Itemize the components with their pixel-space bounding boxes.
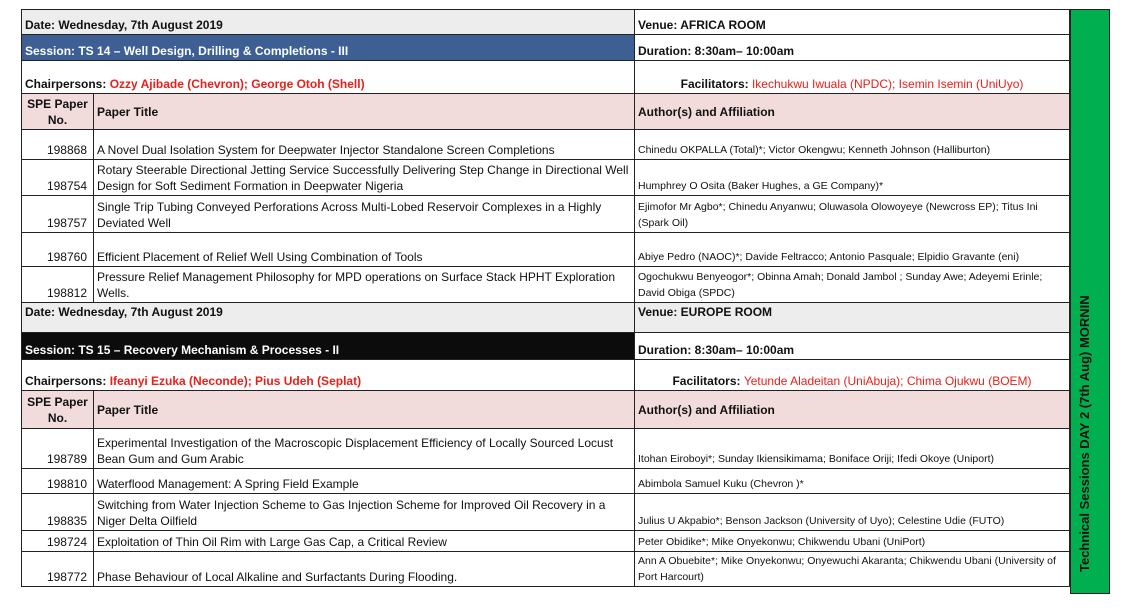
chair-row <box>22 61 1070 94</box>
paper-no: 198772 <box>22 552 94 587</box>
paper-authors: Peter Obidike*; Mike Onyekonwu; Chikwendu Ubani (UniPort) <box>635 531 1070 552</box>
chair-label: Chairpersons: <box>25 374 110 388</box>
program-table <box>21 9 1070 587</box>
paper-title: Exploitation of Thin Oil Rim with Large Gas Cap, a Critical Review <box>94 531 635 552</box>
side-label: Technical Sessions DAY 2 (7th Aug) MORNIN <box>1077 295 1092 572</box>
header-paper-title: Paper Title <box>94 391 635 429</box>
fac-names: Yetunde Aladeitan (UniAbuja); Chima Ojukwu (BOEM) <box>743 374 1032 388</box>
paper-no: 198754 <box>22 160 94 196</box>
table-row <box>22 531 1070 552</box>
paper-title: Switching from Water Injection Scheme to Gas Injection Scheme for Improved Oil Recovery in a Niger Delta Oilfield <box>94 494 635 531</box>
session-date: Date: Wednesday, 7th August 2019 <box>22 10 635 35</box>
header-author: Author(s) and Affiliation <box>635 391 1070 429</box>
paper-no: 198868 <box>22 130 94 160</box>
session-venue: Venue: AFRICA ROOM <box>635 10 1070 35</box>
table-row <box>22 130 1070 160</box>
paper-no: 198835 <box>22 494 94 531</box>
paper-authors: Abiye Pedro (NAOC)*; Davide Feltracco; Antonio Pasquale; Elpidio Gravante (eni) <box>635 233 1070 267</box>
session-date-row <box>22 10 1070 35</box>
fac-label: Facilitators: <box>672 374 744 388</box>
table-row <box>22 233 1070 267</box>
table-header-row <box>22 94 1070 130</box>
paper-title: Waterflood Management: A Spring Field Example <box>94 469 635 494</box>
header-paper-title: Paper Title <box>94 94 635 130</box>
fac-label: Facilitators: <box>680 77 752 91</box>
paper-authors: Ann A Obuebite*; Mike Onyekonwu; Onyewuchi Akaranta; Chikwendu Ubani (University of Port Harcourt) <box>635 552 1070 587</box>
header-author: Author(s) and Affiliation <box>635 94 1070 130</box>
session-date-row <box>22 303 1070 333</box>
table-row <box>22 267 1070 303</box>
paper-no: 198760 <box>22 233 94 267</box>
paper-title: A Novel Dual Isolation System for Deepwater Injector Standalone Screen Completions <box>94 130 635 160</box>
paper-title: Pressure Relief Management Philosophy for MPD operations on Surface Stack HPHT Exploration Wells. <box>94 267 635 303</box>
paper-authors: Abimbola Samuel Kuku (Chevron )* <box>635 469 1070 494</box>
table-row <box>22 469 1070 494</box>
paper-title: Single Trip Tubing Conveyed Perforations Across Multi-Lobed Reservoir Complexes in a Highly Deviated Well <box>94 196 635 233</box>
session-title-row <box>22 333 1070 360</box>
chairpersons-cell <box>22 61 635 94</box>
session-title-row <box>22 35 1070 61</box>
table-row <box>22 429 1070 469</box>
session-duration: Duration: 8:30am– 10:00am <box>635 333 1070 360</box>
paper-authors: Humphrey O Osita (Baker Hughes, a GE Company)* <box>635 160 1070 196</box>
chair-label: Chairpersons: <box>25 77 110 91</box>
facilitators-cell <box>635 360 1070 391</box>
session-title: Session: TS 15 – Recovery Mechanism & Processes - II <box>22 333 635 360</box>
session-date: Date: Wednesday, 7th August 2019 <box>22 303 635 333</box>
paper-authors: Julius U Akpabio*; Benson Jackson (University of Uyo); Celestine Udie (FUTO) <box>635 494 1070 531</box>
paper-no: 198724 <box>22 531 94 552</box>
paper-title: Experimental Investigation of the Macroscopic Displacement Efficiency of Locally Sourced Locust Bean Gum and Gum Arabic <box>94 429 635 469</box>
session-title: Session: TS 14 – Well Design, Drilling & Completions - III <box>22 35 635 61</box>
side-banner <box>1070 9 1110 594</box>
paper-title: Efficient Placement of Relief Well Using Combination of Tools <box>94 233 635 267</box>
chairpersons-cell <box>22 360 635 391</box>
session-duration: Duration: 8:30am– 10:00am <box>635 35 1070 61</box>
paper-authors: Chinedu OKPALLA (Total)*; Victor Okengwu; Kenneth Johnson (Halliburton) <box>635 130 1070 160</box>
paper-no: 198789 <box>22 429 94 469</box>
paper-no: 198757 <box>22 196 94 233</box>
table-row <box>22 160 1070 196</box>
chair-names: Ozzy Ajibade (Chevron); George Otoh (Shell) <box>109 77 365 91</box>
header-paper-no: SPE Paper No. <box>22 94 94 130</box>
table-header-row <box>22 391 1070 429</box>
paper-title: Phase Behaviour of Local Alkaline and Surfactants During Flooding. <box>94 552 635 587</box>
paper-no: 198810 <box>22 469 94 494</box>
paper-no: 198812 <box>22 267 94 303</box>
table-row <box>22 494 1070 531</box>
chair-names: Ifeanyi Ezuka (Neconde); Pius Udeh (Seplat) <box>109 374 362 388</box>
table-row <box>22 196 1070 233</box>
table-row <box>22 552 1070 587</box>
header-paper-no: SPE Paper No. <box>22 391 94 429</box>
facilitators-cell <box>635 61 1070 94</box>
chair-row <box>22 360 1070 391</box>
paper-authors: Ogochukwu Benyeogor*; Obinna Amah; Donald Jambol ; Sunday Awe; Adeyemi Erinle; David Obiga (SPDC) <box>635 267 1070 303</box>
session-venue: Venue: EUROPE ROOM <box>635 303 1070 333</box>
paper-authors: Ejimofor Mr Agbo*; Chinedu Anyanwu; Oluwasola Olowoyeye (Newcross EP); Titus Ini (Spark Oil) <box>635 196 1070 233</box>
paper-authors: Itohan Eiroboyi*; Sunday Ikiensikimama; Boniface Oriji; Ifedi Okoye (Uniport) <box>635 429 1070 469</box>
fac-names: Ikechukwu Iwuala (NPDC); Isemin Isemin (UniUyo) <box>751 77 1024 91</box>
paper-title: Rotary Steerable Directional Jetting Service Successfully Delivering Step Change in Directional Well Design for Soft Sediment Formation in Deepwater Nigeria <box>94 160 635 196</box>
